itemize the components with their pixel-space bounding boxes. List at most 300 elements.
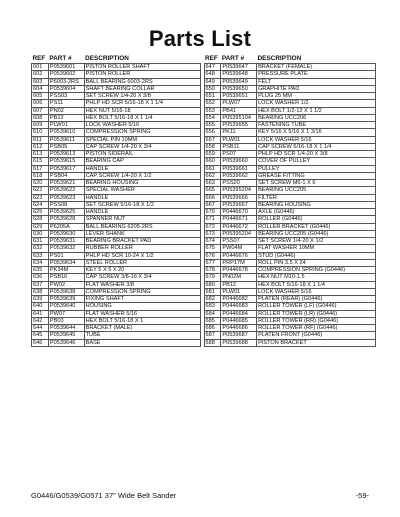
description-cell: CAP SCREW 5/16-18 X 1 1/4 — [257, 143, 376, 150]
part-number-cell: P0539638 — [48, 288, 84, 295]
ref-cell: 612 — [32, 143, 49, 150]
description-cell: HEX BOLT 1/2-12 X 1 1/2 — [257, 107, 376, 114]
part-number-cell: PS01 — [48, 252, 84, 259]
description-cell: COMPRESSION SPRING — [84, 288, 200, 295]
part-number-cell: P05395204 — [221, 187, 257, 194]
table-row — [204, 339, 375, 346]
part-header: PART # — [221, 54, 245, 62]
ref-cell: 686 — [204, 325, 221, 332]
description-cell: SET SCREW M6-1 X 6 — [257, 180, 376, 187]
table-row — [32, 209, 201, 216]
table-row — [32, 325, 201, 332]
description-cell: ROLLER TOWER (RR) (G0446) — [257, 317, 376, 324]
part-number-cell: P0539647 — [221, 64, 257, 71]
ref-cell: 633 — [32, 252, 49, 259]
part-number-cell: PSS03 — [48, 93, 84, 100]
part-number-cell: P0446683 — [221, 303, 257, 310]
description-cell: GRAPHITE PAD — [257, 85, 376, 92]
description-cell: PISTON ROLLER — [84, 71, 200, 78]
ref-cell: 670 — [204, 209, 221, 216]
parts-table-left — [31, 53, 201, 347]
part-number-cell: PLW07 — [221, 100, 257, 107]
ref-cell: 671 — [204, 216, 221, 223]
table-row — [32, 194, 201, 201]
ref-header: REF — [32, 54, 46, 62]
table-row — [204, 238, 375, 245]
part-number-cell: P0539632 — [48, 245, 84, 252]
description-cell: LOCK WASHER 5/16 — [257, 288, 376, 295]
ref-header: REF — [205, 54, 218, 62]
ref-cell: 659 — [204, 151, 221, 158]
description-cell: LOCK WASHER 5/16 — [257, 136, 376, 143]
ref-cell: 637 — [32, 281, 49, 288]
table-row — [32, 129, 201, 136]
table-row — [32, 216, 201, 223]
description-cell: ROLL PIN 3.5 X 24 — [257, 259, 376, 266]
part-number-cell: P6003-2RS — [48, 78, 84, 85]
part-number-cell: PSS20 — [221, 180, 257, 187]
ref-cell: 653 — [204, 107, 221, 114]
part-number-cell: P0539651 — [221, 93, 257, 100]
ref-cell: 601 — [32, 64, 49, 71]
description-cell: BEARING UCC205 (G0446) — [257, 230, 376, 237]
table-row — [32, 252, 201, 259]
ref-cell: 605 — [32, 93, 49, 100]
table-row — [32, 230, 201, 237]
ref-cell: 609 — [32, 122, 49, 129]
table-row — [204, 296, 375, 303]
part-number-cell: P0539615 — [48, 158, 84, 165]
part-number-cell: P0539602 — [48, 71, 84, 78]
part-number-cell: PLW01 — [48, 122, 84, 129]
ref-cell: 602 — [32, 71, 49, 78]
ref-cell: 649 — [204, 78, 221, 85]
part-number-cell: P0539610 — [48, 129, 84, 136]
part-number-cell: PSB16 — [48, 274, 84, 281]
part-number-cell: P0446684 — [221, 310, 257, 317]
part-number-cell: P0539601 — [48, 64, 84, 71]
description-cell: BEARING BRACKET PAD — [84, 238, 200, 245]
table-row — [204, 114, 375, 121]
part-number-cell: P0539623 — [48, 194, 84, 201]
ref-cell: 679 — [204, 274, 221, 281]
ref-cell: 665 — [204, 187, 221, 194]
table-row — [204, 252, 375, 259]
part-number-cell: P0539617 — [48, 165, 84, 172]
description-cell: PHLP HD SCR 5/16-18 X 1 1/4 — [84, 100, 200, 107]
part-number-cell: PSS07 — [221, 238, 257, 245]
description-cell: KEY 5/16 X 5/16 X 1 3/16 — [257, 129, 376, 136]
ref-cell: 607 — [32, 107, 49, 114]
part-number-cell: P0539604 — [48, 85, 84, 92]
ref-cell: 682 — [204, 296, 221, 303]
part-number-cell: P0539661 — [221, 165, 257, 172]
table-row — [204, 85, 375, 92]
ref-cell: 624 — [32, 201, 49, 208]
table-row — [204, 172, 375, 179]
part-number-cell: P0539667 — [221, 201, 257, 208]
description-cell: HEX BOLT 5/16-18 X 1 1/4 — [257, 281, 376, 288]
part-number-cell: P0539662 — [221, 172, 257, 179]
description-cell: BEARING HOUSING — [84, 180, 200, 187]
ref-cell: 604 — [32, 85, 49, 92]
description-cell: PLUG 25 MM — [257, 93, 376, 100]
table-row — [204, 64, 375, 71]
description-cell: RUBBER ROLLER — [84, 245, 200, 252]
ref-cell: 687 — [204, 332, 221, 339]
description-cell: HEX BOLT 5/16-18 X 1 — [84, 317, 200, 324]
part-number-cell: P0446670 — [221, 209, 257, 216]
table-row — [204, 201, 375, 208]
description-cell: HOUSING — [84, 303, 200, 310]
table-row — [32, 267, 201, 274]
description-cell: STUD (G0446) — [257, 252, 376, 259]
part-number-cell: P0539646 — [48, 339, 84, 346]
description-cell: ROLLER TOWER (LF) (G0446) — [257, 303, 376, 310]
ref-cell: 608 — [32, 114, 49, 121]
ref-cell: 647 — [204, 64, 221, 71]
part-number-cell: P0539655 — [221, 122, 257, 129]
ref-cell: 654 — [204, 114, 221, 121]
part-number-cell: P0539628 — [48, 216, 84, 223]
table-row — [32, 339, 201, 346]
ref-cell: 657 — [204, 136, 221, 143]
table-row — [204, 259, 375, 266]
ref-cell: 623 — [32, 194, 49, 201]
table-row — [204, 223, 375, 230]
part-number-cell: P0446685 — [221, 317, 257, 324]
ref-cell: 639 — [32, 296, 49, 303]
description-cell: HANDLE — [84, 194, 200, 201]
description-cell: SET SCREW 1/4-20 X 3/8 — [84, 93, 200, 100]
table-row — [204, 281, 375, 288]
ref-cell: 674 — [204, 238, 221, 245]
part-number-cell: P0446678 — [221, 267, 257, 274]
table-row — [204, 129, 375, 136]
part-number-cell: P0539687 — [221, 332, 257, 339]
description-cell: SPECIAL WASHER — [84, 187, 200, 194]
table-row — [32, 303, 201, 310]
description-cell: PHLP HD SCR 1/4-20 X 3/8 — [257, 151, 376, 158]
part-number-cell: P0539660 — [221, 158, 257, 165]
ref-cell: 661 — [204, 165, 221, 172]
table-row — [204, 325, 375, 332]
table-row — [32, 187, 201, 194]
table-row — [204, 332, 375, 339]
description-cell: FLAT WASHER 10MM — [257, 245, 376, 252]
description-cell: LOCK WASHER 1/2 — [257, 100, 376, 107]
description-cell: FASTENING TUBE — [257, 122, 376, 129]
description-cell: HANDLE — [84, 209, 200, 216]
description-cell: BALL BEARING 6205-2RS — [84, 223, 200, 230]
description-cell: PULLEY — [257, 165, 376, 172]
part-number-cell: P0539650 — [221, 85, 257, 92]
part-number-cell: P0539644 — [48, 325, 84, 332]
description-cell: COVER OF PULLEY — [257, 158, 376, 165]
description-cell: PLATEN (REAR) (G0446) — [257, 296, 376, 303]
ref-cell: 672 — [204, 223, 221, 230]
ref-cell: 635 — [32, 267, 49, 274]
part-number-cell: P0539648 — [221, 71, 257, 78]
ref-cell: 613 — [32, 151, 49, 158]
part-number-cell: PB03 — [48, 317, 84, 324]
part-number-cell: PLW01 — [221, 136, 257, 143]
table-row — [204, 107, 375, 114]
table-row — [204, 310, 375, 317]
table-row — [32, 100, 201, 107]
ref-cell: 644 — [32, 325, 49, 332]
table-row — [32, 180, 201, 187]
ref-cell: 638 — [32, 288, 49, 295]
description-cell: FELT — [257, 78, 376, 85]
part-number-cell: P0539688 — [221, 339, 257, 346]
table-row — [204, 165, 375, 172]
ref-cell: 625 — [32, 209, 49, 216]
description-cell: BALL BEARING 6003-2RS — [84, 78, 200, 85]
ref-cell: 681 — [204, 288, 221, 295]
table-row — [32, 310, 201, 317]
ref-cell: 688 — [204, 339, 221, 346]
ref-cell: 658 — [204, 143, 221, 150]
table-row — [32, 64, 201, 71]
description-cell: PRESSURE PLATE — [257, 71, 376, 78]
ref-cell: 617 — [32, 165, 49, 172]
part-number-cell: P0539649 — [221, 78, 257, 85]
description-cell: BEARING HOUSING — [257, 201, 376, 208]
table-row — [32, 78, 201, 85]
part-number-cell: P0446671 — [221, 216, 257, 223]
description-cell: HEX BOLT 5/16-18 X 1 1/4 — [84, 114, 200, 121]
ref-cell: 666 — [204, 194, 221, 201]
description-cell: HEX NUT 5/16-18 — [84, 107, 200, 114]
ref-cell: 662 — [204, 172, 221, 179]
ref-cell: 634 — [32, 259, 49, 266]
description-cell: AXLE (G0446) — [257, 209, 376, 216]
description-cell: CAP SCREW 1/4-20 X 3/4 — [84, 143, 200, 150]
table-row — [32, 274, 201, 281]
table-row — [32, 158, 201, 165]
ref-cell: 650 — [204, 85, 221, 92]
part-number-cell: PLW01 — [221, 288, 257, 295]
part-number-cell: PN02 — [48, 107, 84, 114]
description-cell: SET SCREW 1/4-20 X 1/2 — [257, 238, 376, 245]
table-row — [204, 100, 375, 107]
description-header: DESCRIPTION — [85, 54, 129, 62]
part-number-cell: PS07 — [221, 151, 257, 158]
description-cell: ROLLER TOWER (RF) (G0446) — [257, 325, 376, 332]
ref-cell: 684 — [204, 310, 221, 317]
table-row — [204, 151, 375, 158]
part-number-cell: PSB11 — [221, 143, 257, 150]
description-cell: PLATEN FRONT (G0446) — [257, 332, 376, 339]
description-cell: FLAT WASHER 3/8 — [84, 281, 200, 288]
ref-cell: 680 — [204, 281, 221, 288]
ref-cell: 655 — [204, 122, 221, 129]
part-number-cell: PK34M — [48, 267, 84, 274]
description-cell: PISTON ROLLER SHAFT — [84, 64, 200, 71]
table-row — [32, 85, 201, 92]
part-number-cell: PB12 — [221, 281, 257, 288]
description-cell: PISTON BRACKET — [257, 339, 376, 346]
table-row — [204, 209, 375, 216]
ref-cell: 656 — [204, 129, 221, 136]
part-number-cell: P0539622 — [48, 187, 84, 194]
ref-cell: 606 — [32, 100, 49, 107]
ref-cell: 618 — [32, 172, 49, 179]
table-row — [32, 151, 201, 158]
description-cell: COMPRESSION SPRING (G0446) — [257, 267, 376, 274]
description-cell: TUBE — [84, 332, 200, 339]
part-number-cell: P0539639 — [48, 296, 84, 303]
part-number-cell: P0539613 — [48, 151, 84, 158]
ref-cell: 648 — [204, 71, 221, 78]
part-number-cell: P0539631 — [48, 238, 84, 245]
table-row — [204, 303, 375, 310]
page-number: -59- — [355, 491, 369, 500]
part-number-cell: PW04M — [221, 245, 257, 252]
part-number-cell: PW07 — [48, 310, 84, 317]
part-number-cell: PB41 — [221, 107, 257, 114]
table-row — [32, 296, 201, 303]
table-row — [32, 93, 201, 100]
part-number-cell: P0539640 — [48, 303, 84, 310]
table-row — [32, 136, 201, 143]
description-cell: PISTON SIDERAIL — [84, 151, 200, 158]
ref-cell: 685 — [204, 317, 221, 324]
description-cell: ROLLER BRACKET (G0446) — [257, 223, 376, 230]
table-row — [204, 274, 375, 281]
part-number-cell: P0539630 — [48, 230, 84, 237]
ref-cell: 640 — [32, 303, 49, 310]
description-cell: FLAT WASHER 5/16 — [84, 310, 200, 317]
table-row — [204, 216, 375, 223]
part-number-cell: P05395204 — [221, 230, 257, 237]
table-row — [32, 245, 201, 252]
table-row — [204, 230, 375, 237]
part-number-cell: P0539611 — [48, 136, 84, 143]
ref-cell: 632 — [32, 245, 49, 252]
part-number-cell: PSB04 — [48, 172, 84, 179]
table-row — [32, 165, 201, 172]
table-row — [204, 194, 375, 201]
description-cell: HEX NUT M10-1.5 — [257, 274, 376, 281]
description-cell: SPANNER NUT — [84, 216, 200, 223]
ref-cell: 673 — [204, 230, 221, 237]
description-cell: BEARING UCC205 — [257, 187, 376, 194]
description-cell: SPECIAL PIN 10MM — [84, 136, 200, 143]
table-row — [32, 143, 201, 150]
table-row — [204, 187, 375, 194]
parts-table-right — [204, 53, 376, 347]
part-number-cell: PK11 — [221, 129, 257, 136]
table-row — [32, 172, 201, 179]
ref-cell: 611 — [32, 136, 49, 143]
table-row — [204, 143, 375, 150]
table-row — [32, 288, 201, 295]
table-row — [32, 114, 201, 121]
ref-cell: 678 — [204, 267, 221, 274]
part-number-cell: P0446682 — [221, 296, 257, 303]
description-cell: ROLLER TOWER (LR) (G0446) — [257, 310, 376, 317]
description-header: DESCRIPTION — [257, 54, 302, 62]
description-cell: LOCK WASHER 5/16 — [84, 122, 200, 129]
description-cell: BRACKET (MALE) — [84, 325, 200, 332]
ref-cell: 667 — [204, 201, 221, 208]
part-number-cell: P0539621 — [48, 180, 84, 187]
description-cell: LEVER SHANK — [84, 230, 200, 237]
table-row — [204, 71, 375, 78]
ref-cell: 641 — [32, 310, 49, 317]
ref-cell: 645 — [32, 332, 49, 339]
description-cell: STEEL ROLLER — [84, 259, 200, 266]
part-number-cell: P6205A — [48, 223, 84, 230]
description-cell: GREASE FITTING — [257, 172, 376, 179]
ref-cell: 646 — [32, 339, 49, 346]
part-number-cell: P0539634 — [48, 259, 84, 266]
ref-cell: 660 — [204, 158, 221, 165]
description-cell: CAP SCREW 3/8-16 X 3/4 — [84, 274, 200, 281]
description-cell: SET SCREW 5/16-18 X 1/2 — [84, 201, 200, 208]
table-row — [204, 317, 375, 324]
table-row — [32, 281, 201, 288]
ref-cell: 663 — [204, 180, 221, 187]
part-number-cell: PRP17M — [221, 259, 257, 266]
description-cell: BEARING UCC206 — [257, 114, 376, 121]
table-row — [204, 136, 375, 143]
ref-cell: 628 — [32, 216, 49, 223]
ref-cell: 630 — [32, 230, 49, 237]
parts-tables — [31, 53, 376, 347]
ref-cell: 677 — [204, 259, 221, 266]
table-row — [32, 71, 201, 78]
table-row — [32, 238, 201, 245]
description-cell: FIXING SHAFT — [84, 296, 200, 303]
table-row — [204, 245, 375, 252]
ref-cell: 620 — [32, 180, 49, 187]
part-number-cell: PSS08 — [48, 201, 84, 208]
ref-cell: 629 — [32, 223, 49, 230]
part-number-cell: P05395104 — [221, 114, 257, 121]
description-cell: BEARING CAP — [84, 158, 200, 165]
description-cell: HANDLE — [84, 165, 200, 172]
part-number-cell: P0446672 — [221, 223, 257, 230]
page-title: Parts List — [148, 26, 252, 51]
ref-cell: 603 — [32, 78, 49, 85]
table-row — [204, 158, 375, 165]
description-cell: ROLLER (G0446) — [257, 216, 376, 223]
part-number-cell: PB12 — [48, 114, 84, 121]
part-number-cell: PN02M — [221, 274, 257, 281]
table-row — [204, 288, 375, 295]
footer-model: G0446/G0539/G0571 37" Wide Belt Sander — [31, 491, 177, 500]
table-row — [204, 180, 375, 187]
table-row — [32, 122, 201, 129]
ref-cell: 651 — [204, 93, 221, 100]
part-number-cell: PW02 — [48, 281, 84, 288]
table-row — [204, 78, 375, 85]
description-cell: CAP SCREW 1/4-20 X 1/2 — [84, 172, 200, 179]
part-number-cell: P0539625 — [48, 209, 84, 216]
ref-cell: 631 — [32, 238, 49, 245]
part-number-cell: P0539645 — [48, 332, 84, 339]
table-row — [204, 267, 375, 274]
description-cell: BASE — [84, 339, 200, 346]
ref-cell: 652 — [204, 100, 221, 107]
ref-cell: 676 — [204, 252, 221, 259]
table-row — [32, 223, 201, 230]
part-number-cell: PS11 — [48, 100, 84, 107]
table-row — [32, 107, 201, 114]
